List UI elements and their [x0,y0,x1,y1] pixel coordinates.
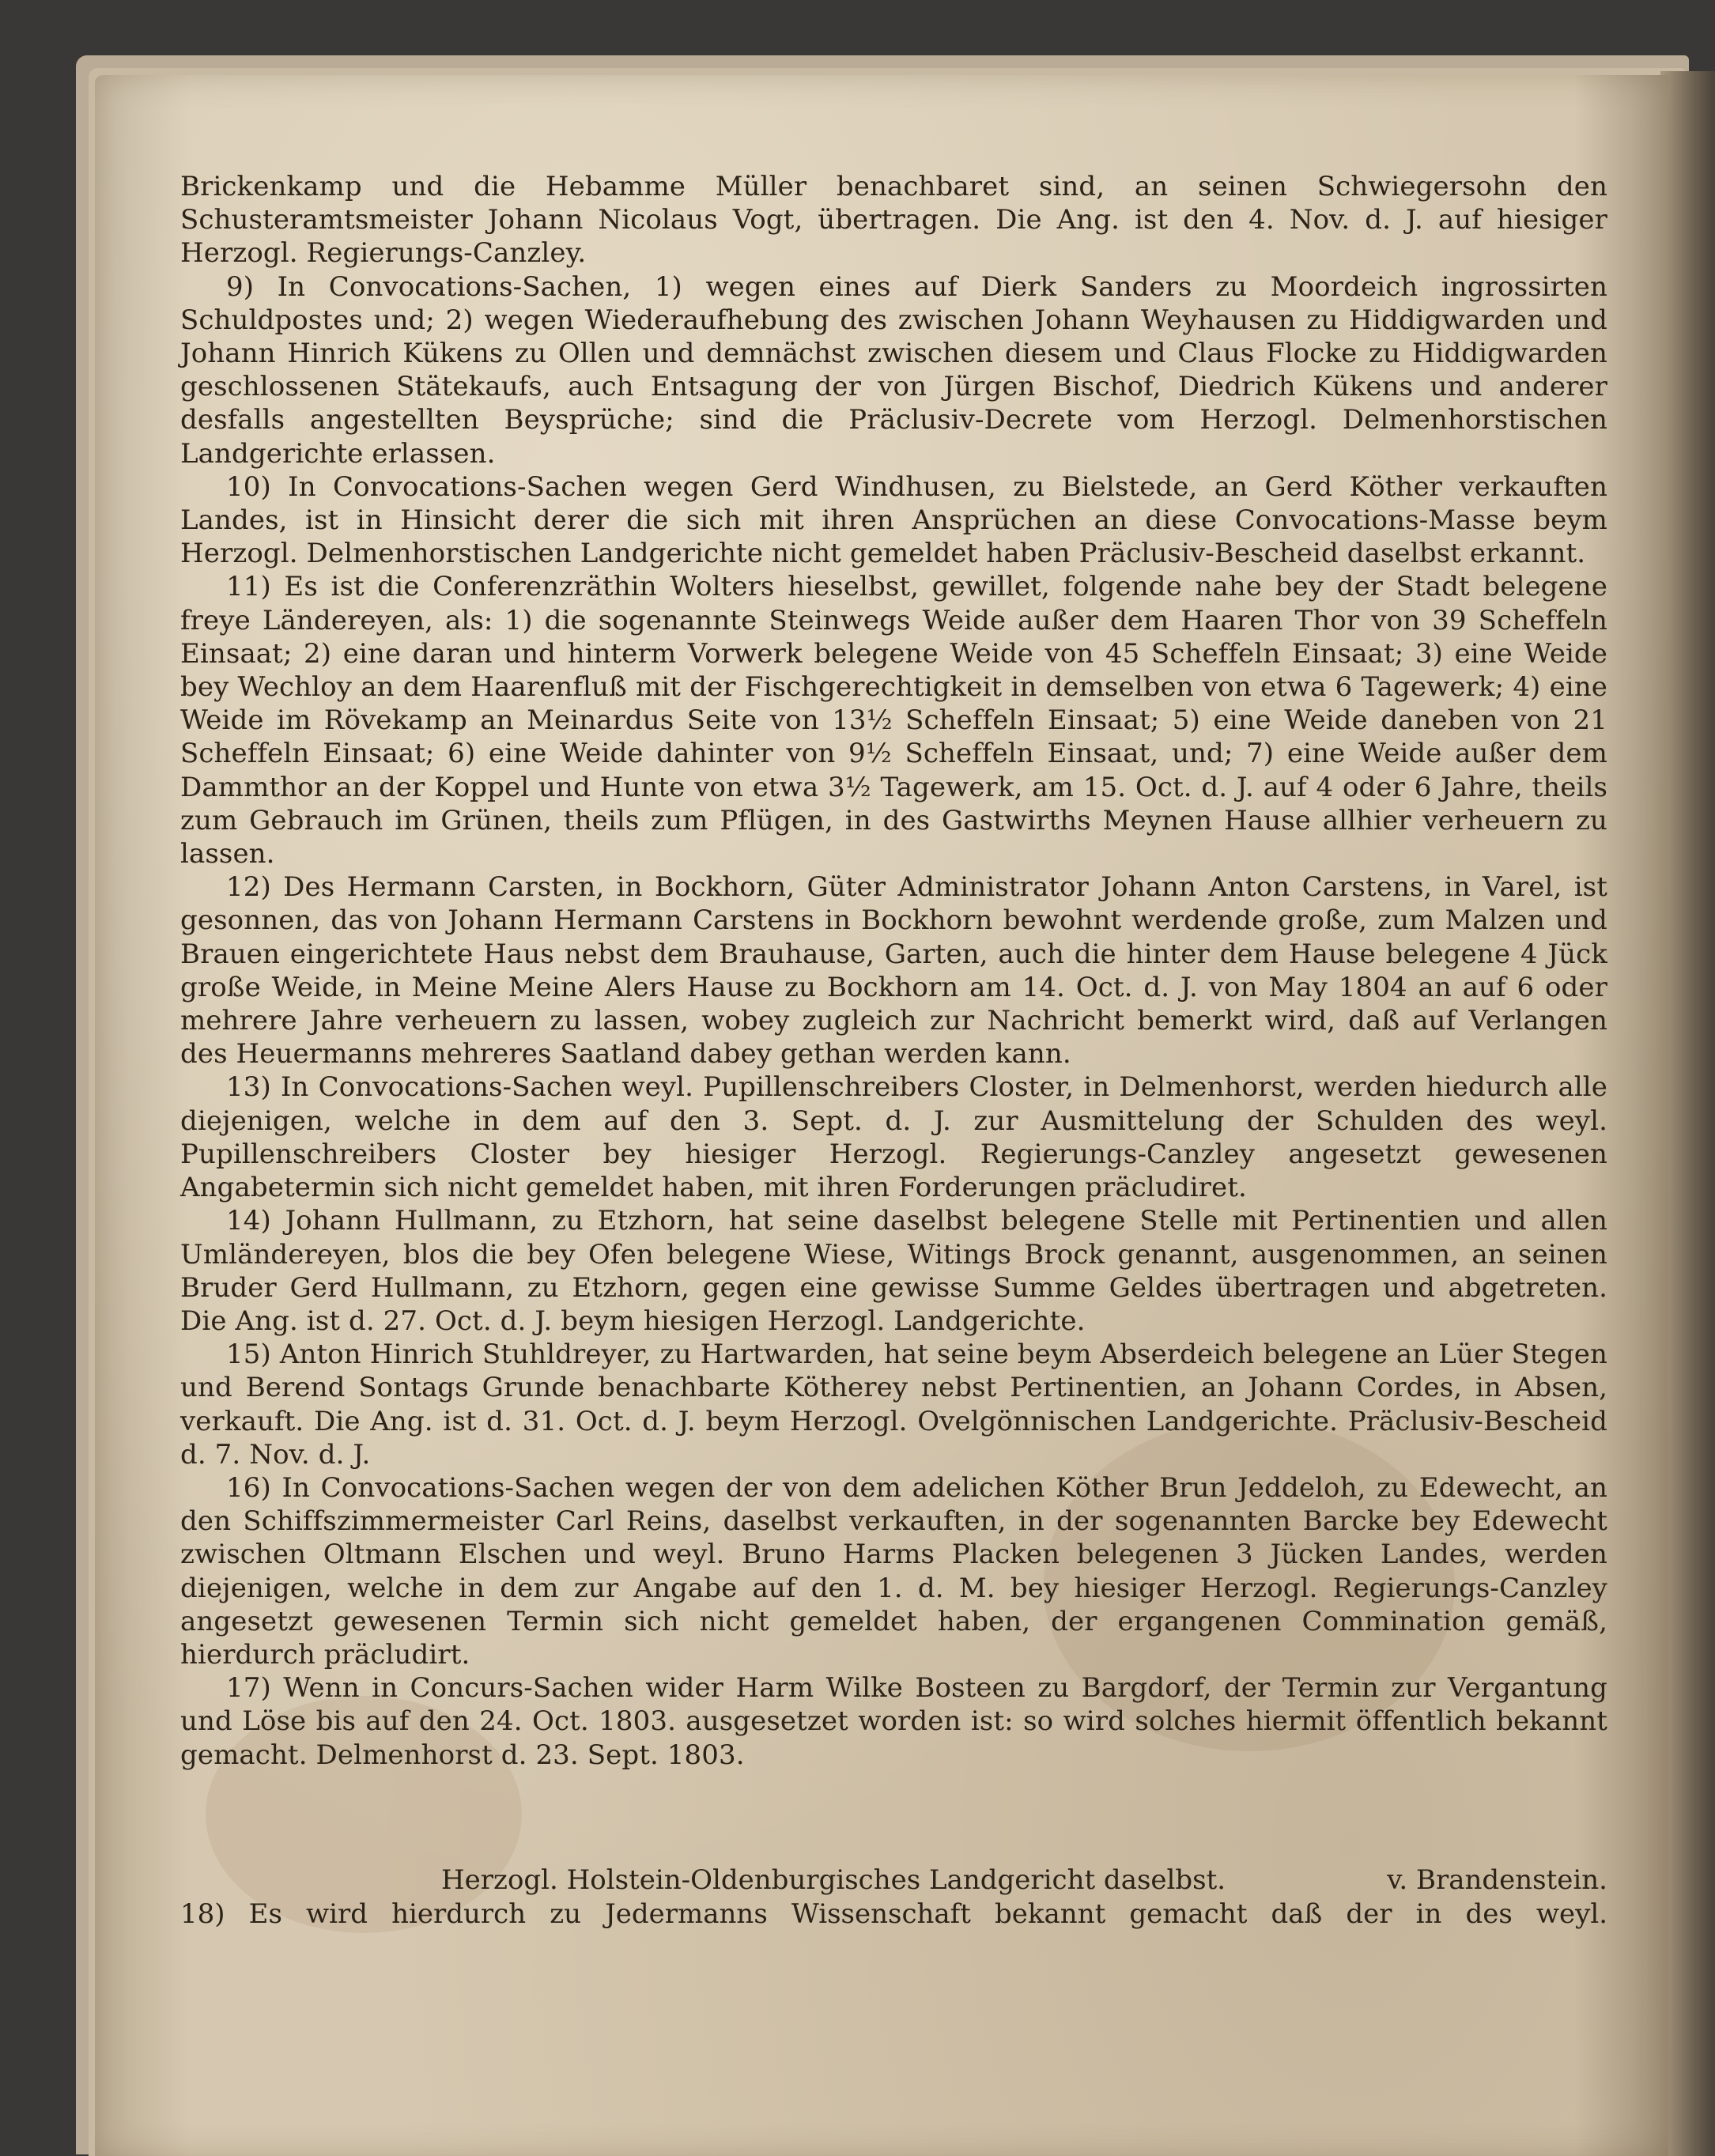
signature-name: v. Brandenstein. [1387,1864,1607,1896]
paragraph-15: 15) Anton Hinrich Stuhldreyer, zu Hartwarden, hat seine beym Abserdeich belegene an Lüer Stegen und Berend Sontags Grunde benachbarte Kötherey nebst Pertinentien, an Johann Cordes, in Absen, verkauft. Die Ang. ist d. 31. Oct. d. J. beym Herzogl. Ovelgönnischen Landgerichte. Präclusiv-Bescheid d. 7. Nov. d. J. [180,1339,1607,1471]
paragraph-10: 10) In Convocations-Sachen wegen Gerd Windhusen, zu Bielstede, an Gerd Köther verkauften Landes, ist in Hinsicht derer die sich mit ihren Ansprüchen an diese Convocations-Masse beym Herzogl. Delmenhorstischen Landgerichte nicht gemeldet haben Präclusiv-Bescheid daselbst erkannt. [180,470,1607,570]
body-text [180,170,1607,1772]
binding-shadow [1660,71,1715,2156]
paragraph-14: 14) Johann Hullmann, zu Etzhorn, hat seine daselbst belegene Stelle mit Pertinentien und allen Umländereyen, blos die bey Ofen belegene Wiese, Witings Brock genannt, ausgenommen, an seinen Bruder Gerd Hullmann, zu Etzhorn, gegen eine gewisse Summe Geldes übertragen und abgetreten. Die Ang. ist d. 27. Oct. d. J. beym hiesigen Herzogl. Landgerichte. [180,1205,1607,1337]
paragraph-16: 16) In Convocations-Sachen wegen der von dem adelichen Köther Brun Jeddeloh, zu Edewecht, an den Schiffszimmermeister Carl Reins, daselbst verkauften, in der sogenannten Barcke bey Edewecht zwischen Oltmann Elschen und weyl. Bruno Harms Placken belegenen 3 Jücken Landes, werden diejenigen, welche in dem zur Angabe auf den 1. d. M. bey hiesiger Herzogl. Regierungs-Canzley angesetzt gewesenen Termin sich nicht gemeldet haben, der ergangenen Commination gemäß, hierdurch präcludirt. [180,1471,1607,1671]
paragraph-continuation: Brickenkamp und die Hebamme Müller benachbaret sind, an seinen Schwiegersohn den Schusteramtsmeister Johann Nicolaus Vogt, übertragen. Die Ang. ist den 4. Nov. d. J. auf hiesiger Herzogl. Regierungs-Canzley. [180,171,1607,270]
paragraph-18-start: 18) Es wird hierdurch zu Jedermanns Wissenschaft bekannt gemacht daß der in des weyl. [180,1898,1607,1930]
paragraph-17: 17) Wenn in Concurs-Sachen wider Harm Wilke Bosteen zu Bargdorf, der Termin zur Vergantung und Löse bis auf den 24. Oct. 1803. ausgesetzet worden ist: so wird solches hiermit öffentlich bekannt gemacht. Delmenhorst d. 23. Sept. 1803. [180,1672,1607,1771]
signature-court: Herzogl. Holstein-Oldenburgisches Landgericht daselbst. [441,1864,1226,1896]
paragraph-12: 12) Des Hermann Carsten, in Bockhorn, Güter Administrator Johann Anton Carstens, in Varel, ist gesonnen, das von Johann Hermann Carstens in Bockhorn bewohnt werdende große, zum Malzen und Brauen eingerichtete Haus nebst dem Brauhause, Garten, auch die hinter dem Hause belegene 4 Jück große Weide, in Meine Meine Alers Hause zu Bockhorn am 14. Oct. d. J. von May 1804 an auf 6 oder mehrere Jahre verheuern zu lassen, wobey zugleich zur Nachricht bemerkt wird, daß auf Verlangen des Heuermanns mehreres Saatland dabey gethan werden kann. [180,871,1607,1070]
paragraph-11: 11) Es ist die Conferenzräthin Wolters hieselbst, gewillet, folgende nahe bey der Stadt belegene freye Ländereyen, als: 1) die sogenannte Steinwegs Weide außer dem Haaren Thor von 39 Scheffeln Einsaat; 2) eine daran und hinterm Vorwerk belegene Weide von 45 Scheffeln Einsaat; 3) eine Weide bey Wechloy an dem Haarenfluß mit der Fischgerechtigkeit in demselben von etwa 6 Tagewerk; 4) eine Weide im Rövekamp an Meinardus Seite von 13½ Scheffeln Einsaat; 5) eine Weide daneben von 21 Scheffeln Einsaat; 6) eine Weide dahinter von 9½ Scheffeln Einsaat, und; 7) eine Weide außer dem Dammthor an der Koppel und Hunte von etwa 3½ Tagewerk, am 15. Oct. d. J. auf 4 oder 6 Jahre, theils zum Gebrauch im Grünen, theils zum Pflügen, in des Gastwirths Meynen Hause allhier verheuern zu lassen. [180,571,1607,870]
paragraph-9: 9) In Convocations-Sachen, 1) wegen eines auf Dierk Sanders zu Moordeich ingrossirten Schuldpostes und; 2) wegen Wiederaufhebung des zwischen Johann Weyhausen zu Hiddigwarden und Johann Hinrich Kükens zu Ollen und demnächst zwischen diesem und Claus Flocke zu Hiddigwarden geschlossenen Stätekaufs, auch Entsagung der von Jürgen Bischof, Diedrich Kükens und anderer desfalls angestellten Beysprüche; sind die Präclusiv-Decrete vom Herzogl. Delmenhorstischen Landgerichte erlassen. [180,270,1607,470]
paragraph-13: 13) In Convocations-Sachen weyl. Pupillenschreibers Closter, in Delmenhorst, werden hiedurch alle diejenigen, welche in dem auf den 3. Sept. d. J. zur Ausmittelung der Schulden des weyl. Pupillenschreibers Closter bey hiesiger Herzogl. Regierungs-Canzley angesetzt gewesenen Angabetermin sich nicht gemeldet haben, mit ihren Forderungen präcludiret. [180,1071,1607,1204]
